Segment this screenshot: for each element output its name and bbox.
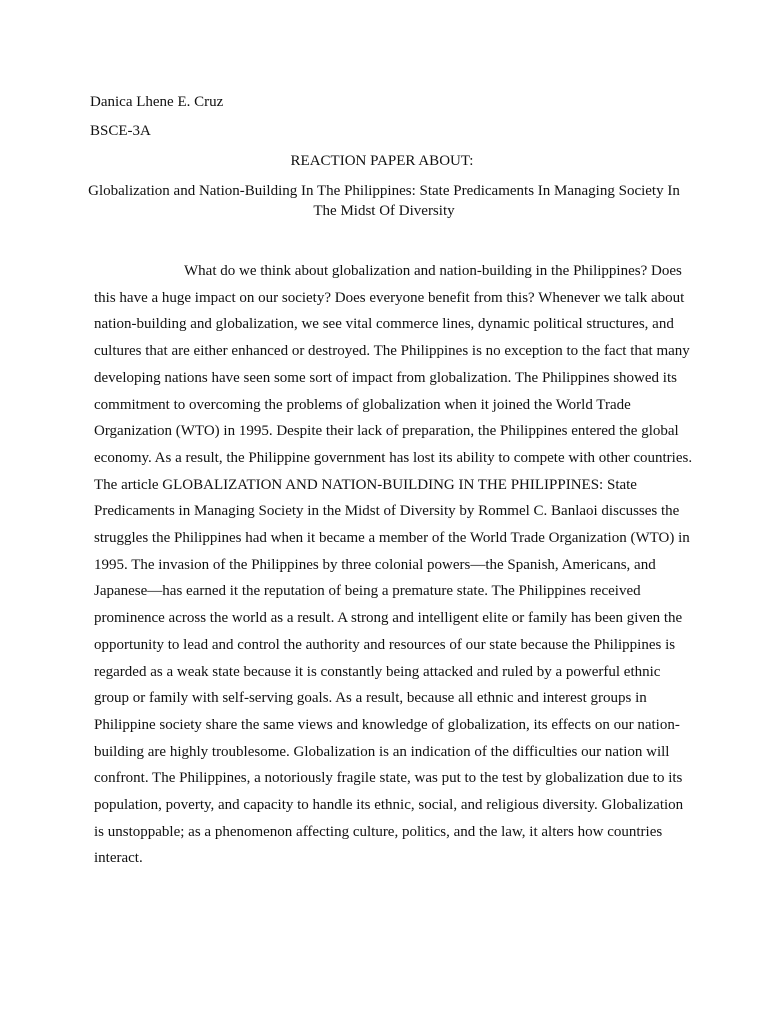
- paper-title: Globalization and Nation-Building In The Philippines: State Predicaments In Managing Society In The Midst Of Diversity: [88, 183, 680, 219]
- body-paragraph: What do we think about globalization and nation-building in the Philippines? Does this have a huge impact on our society? Does everyone benefit from this? Whenever we talk about nation-building and globalization, we see vital commerce lines, dynamic political structures, and cultures that are either enhanced or destroyed. The Philippines is no exception to the fact that many developing nations have seen some sort of impact from globalization. The Philippines showed its commitment to overcoming the problems of globalization when it joined the World Trade Organization (WTO) in 1995. Despite their lack of preparation, the Philippines entered the global economy. As a result, the Philippine government has lost its ability to compete with other countries. The article GLOBALIZATION AND NATION-BUILDING IN THE PHILIPPINES: State Predicaments in Managing Society in the Midst of Diversity by Rommel C. Banlaoi discusses the struggles the Philippines had when it became a member of the World Trade Organization (WTO) in 1995. The invasion of the Philippines by three colonial powers—the Spanish, Americans, and Japanese—has earned it the reputation of being a premature state. The Philippines received prominence across the world as a result. A strong and intelligent elite or family has been given the opportunity to lead and control the authority and resources of our state because the Philippines is regarded as a weak state because it is constantly being attacked and ruled by a powerful ethnic group or family with self-serving goals. As a result, because all ethnic and interest groups in Philippine society share the same views and knowledge of globalization, its effects on our nation-building are highly troublesome. Globalization is an indication of the difficulties our nation will confront. The Philippines, a notoriously fragile state, was put to the test by globalization due to its population, poverty, and capacity to handle its ethnic, social, and religious diversity. Globalization is unstoppable; as a phenomenon affecting culture, politics, and the law, it alters how countries interact.: [94, 263, 693, 867]
- paper-heading: REACTION PAPER ABOUT:: [290, 153, 474, 169]
- class-section: BSCE-3A: [90, 123, 151, 139]
- author-name: Danica Lhene E. Cruz: [90, 94, 224, 110]
